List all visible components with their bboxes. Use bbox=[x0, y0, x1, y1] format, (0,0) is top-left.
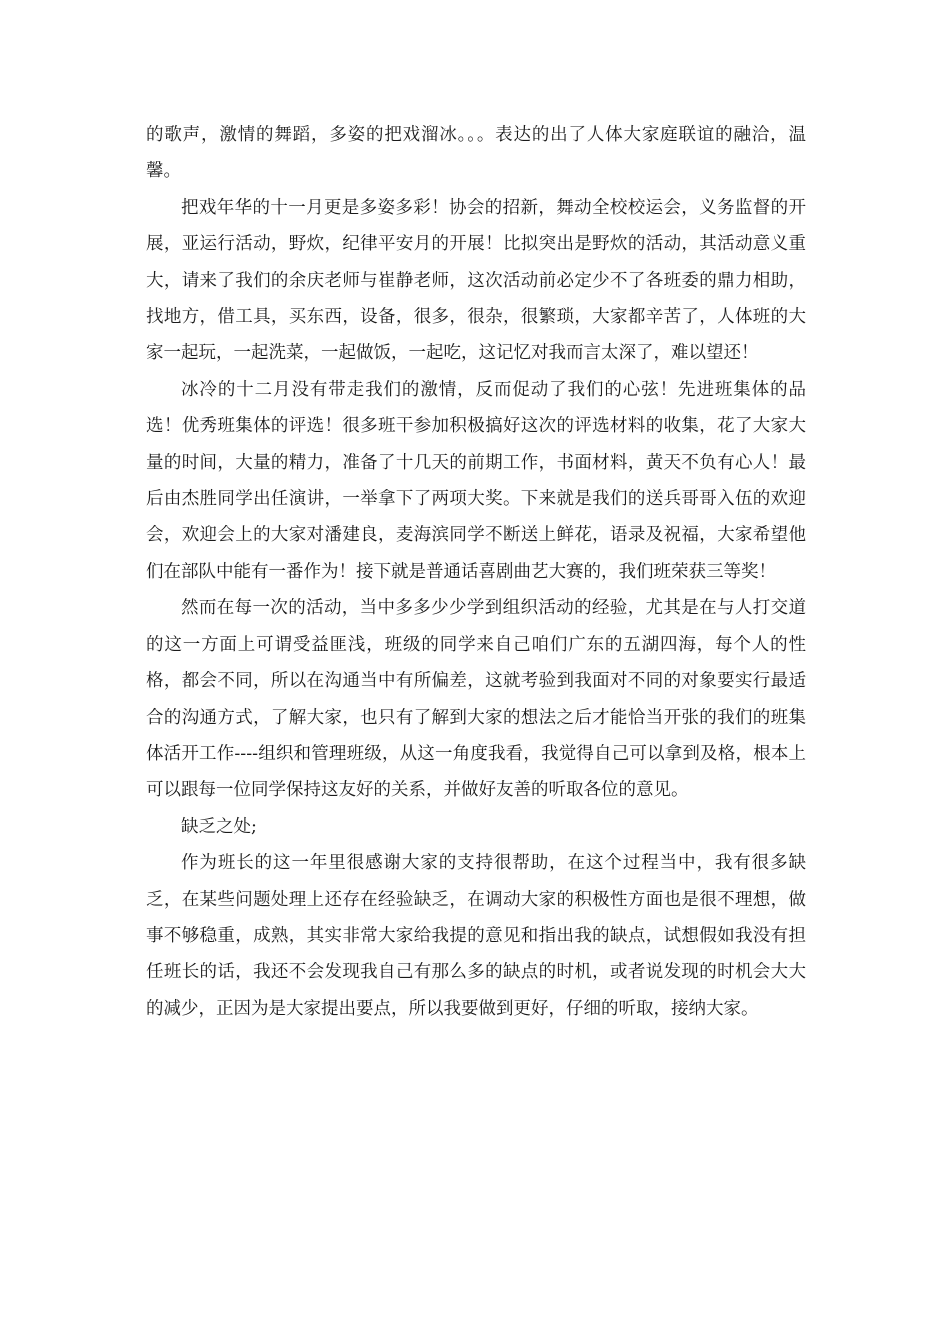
paragraph-1: 的歌声，激情的舞蹈，多姿的把戏溜冰。。。表达的出了人体大家庭联谊的融洽，温馨。 bbox=[146, 125, 806, 182]
paragraph-3: 冰冷的十二月没有带走我们的激情，反而促动了我们的心弦！先进班集体的品选！优秀班集体的评选！很多班干参加积极搞好这次的评选材料的收集，花了大家大量的时间，大量的精力，准备了十几天的前期工作，书面材料，黄天不负有心人！最后由杰胜同学出任演讲，一举拿下了两项大奖。下来就是我们的送兵哥哥入伍的欢迎会，欢迎会上的大家对潘建良，麦海滨同学不断送上鲜花，语录及祝福，大家希望他们在部队中能有一番作为！接下就是普通话喜剧曲艺大赛的，我们班荣获三等奖！ bbox=[146, 379, 806, 582]
paragraph-5: 作为班长的这一年里很感谢大家的支持很帮助，在这个过程当中，我有很多缺乏，在某些问题处理上还存在经验缺乏，在调动大家的积极性方面也是很不理想，做事不够稳重，成熟，其实非常大家给我提的意见和指出我的缺点，试想假如我没有担任班长的话，我还不会发现我自己有那么多的缺点的时机，或者说发现的时机会大大的减少，正因为是大家提出要点，所以我要做到更好，仔细的听取，接纳大家。 bbox=[146, 853, 806, 1019]
paragraph-4: 然而在每一次的活动，当中多多少少学到组织活动的经验，尤其是在与人打交道的这一方面上可谓受益匪浅，班级的同学来自己咱们广东的五湖四海，每个人的性格，都会不同，所以在沟通当中有所偏差，这就考验到我面对不同的对象要实行最适合的沟通方式，了解大家，也只有了解到大家的想法之后才能恰当开张的我们的班集体活开工作----组织和管理班级，从这一角度我看，我觉得自己可以拿到及格，根本上可以跟每一位同学保持这友好的关系，并做好友善的听取各位的意见。 bbox=[146, 598, 806, 801]
section-heading-shortcomings: 缺乏之处; bbox=[181, 816, 257, 837]
paragraph-2: 把戏年华的十一月更是多姿多彩！协会的招新，舞动全校校运会，义务监督的开展，亚运行活动，野炊，纪律平安月的开展！比拟突出是野炊的活动，其活动意义重大，请来了我们的余庆老师与崔静老师，这次活动前必定少不了各班委的鼎力相助，找地方，借工具，买东西，设备，很多，很杂，很繁琐，大家都辛苦了，人体班的大家一起玩，一起洗菜，一起做饭，一起吃，这记忆对我而言太深了，难以望还！ bbox=[146, 197, 806, 364]
document-body bbox=[146, 117, 806, 1027]
